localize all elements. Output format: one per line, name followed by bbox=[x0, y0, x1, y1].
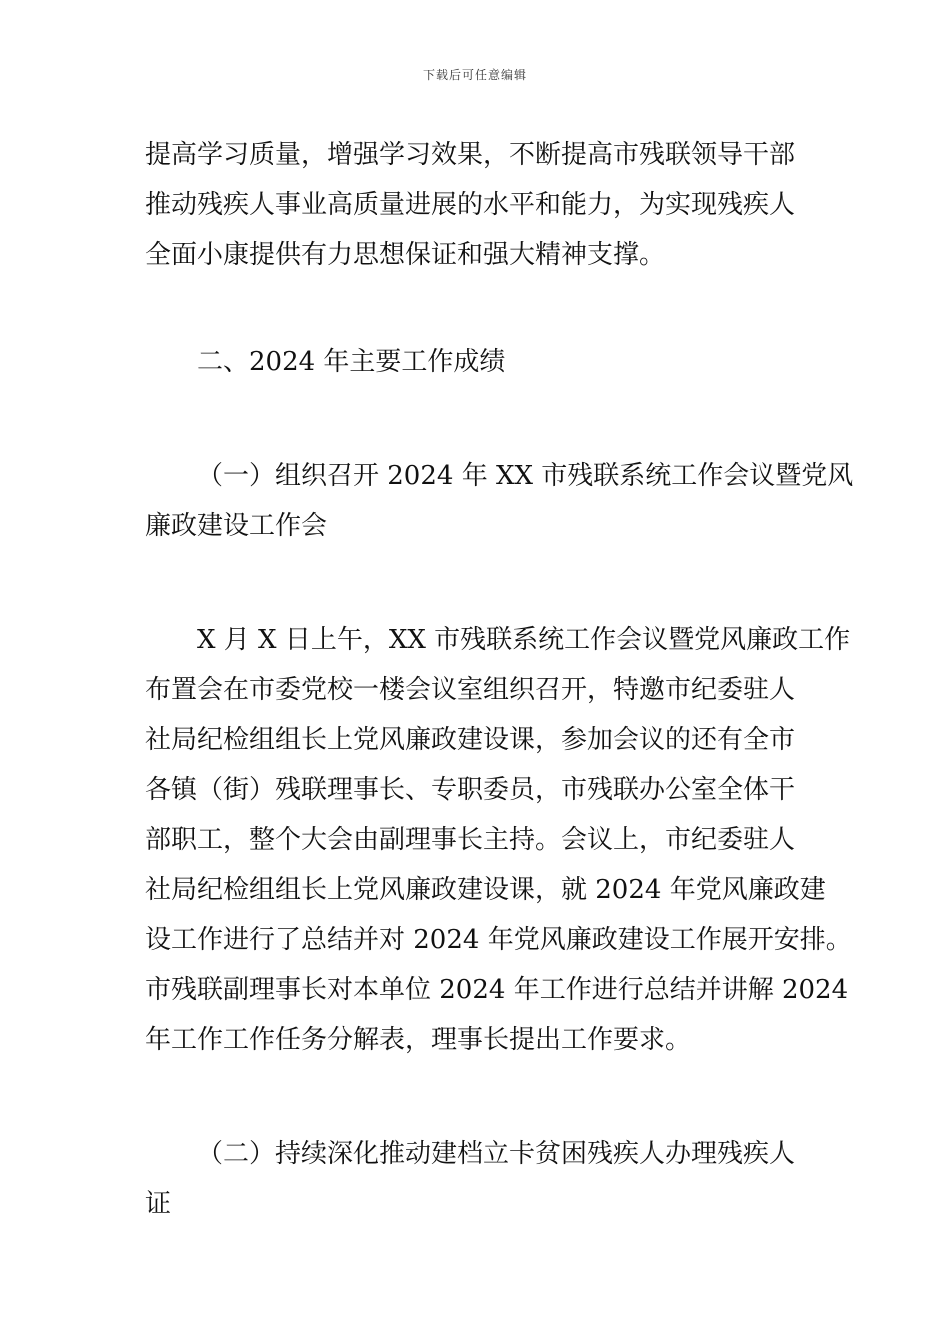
paragraph-line: 布置会在市委党校一楼会议室组织召开，特邀市纪委驻人 bbox=[145, 675, 796, 705]
heading-line: 证 bbox=[145, 1189, 172, 1219]
paragraph-line: 社局纪检组组长上党风廉政建设课，参加会议的还有全市 bbox=[145, 725, 796, 755]
heading-line: （一）组织召开 2024 年 XX 市残联系统工作会议暨党风 bbox=[197, 461, 854, 491]
subsection-heading-2 bbox=[145, 1129, 810, 1229]
paragraph-line: 年工作工作任务分解表，理事长提出工作要求。 bbox=[145, 1025, 692, 1055]
heading-line: （二）持续深化推动建档立卡贫困残疾人办理残疾人 bbox=[197, 1139, 796, 1169]
subsection-heading-1 bbox=[145, 451, 854, 551]
paragraph-line: 设工作进行了总结并对 2024 年党风廉政建设工作展开安排。 bbox=[145, 925, 852, 955]
paragraph-line: 提高学习质量，增强学习效果，不断提高市残联领导干部 bbox=[145, 140, 796, 170]
paragraph-line: 社局纪检组组长上党风廉政建设课，就 2024 年党风廉政建 bbox=[145, 875, 826, 905]
header-note: 下载后可任意编辑 bbox=[422, 68, 527, 82]
document-body bbox=[145, 130, 854, 1229]
paragraph-1 bbox=[145, 130, 810, 280]
paragraph-line: 部职工，整个大会由副理事长主持。会议上，市纪委驻人 bbox=[145, 825, 796, 855]
section-heading-2: 二、2024 年主要工作成绩 bbox=[197, 347, 506, 377]
paragraph-line: 各镇（街）残联理事长、专职委员，市残联办公室全体干 bbox=[145, 775, 796, 805]
paragraph-line: 全面小康提供有力思想保证和强大精神支撑。 bbox=[145, 240, 666, 270]
paragraph-line: X 月 X 日上午，XX 市残联系统工作会议暨党风廉政工作 bbox=[197, 625, 851, 655]
heading-line: 廉政建设工作会 bbox=[145, 511, 328, 541]
paragraph-line: 推动残疾人事业高质量进展的水平和能力，为实现残疾人 bbox=[145, 190, 796, 220]
paragraph-line: 市残联副理事长对本单位 2024 年工作进行总结并讲解 2024 bbox=[145, 975, 849, 1005]
paragraph-2 bbox=[145, 615, 852, 1065]
